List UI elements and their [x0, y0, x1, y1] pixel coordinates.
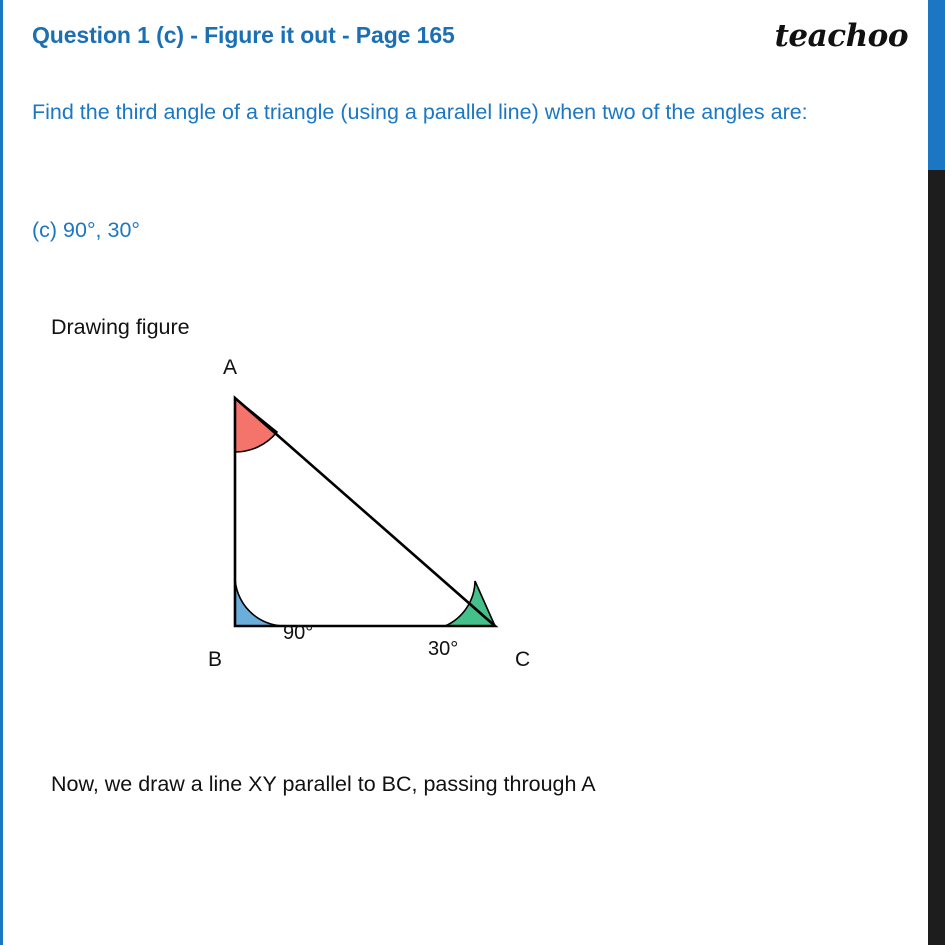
question-part: (c) 90°, 30°: [32, 218, 141, 242]
triangle-figure: [150, 356, 620, 700]
triangle-outline: [235, 398, 495, 626]
vertex-label-a: A: [223, 356, 238, 379]
angle-label-b: 90°: [283, 622, 314, 644]
right-accent-bar-top: [928, 0, 945, 170]
angle-a-wedge: [235, 398, 277, 452]
question-prompt: Find the third angle of a triangle (using a parallel line) when two of the angles are:: [32, 100, 808, 124]
page-title: Question 1 (c) - Figure it out - Page 165: [32, 22, 455, 48]
angle-b-wedge: [235, 576, 285, 626]
vertex-label-b: B: [208, 648, 223, 671]
right-accent-bar-bottom: [928, 170, 945, 945]
vertex-label-c: C: [515, 648, 531, 671]
angle-label-c: 30°: [428, 638, 459, 660]
parallel-line-note: Now, we draw a line XY parallel to BC, passing through A: [51, 772, 596, 796]
drawing-figure-label: Drawing figure: [51, 315, 190, 339]
teachoo-logo: teachoo: [774, 18, 908, 54]
